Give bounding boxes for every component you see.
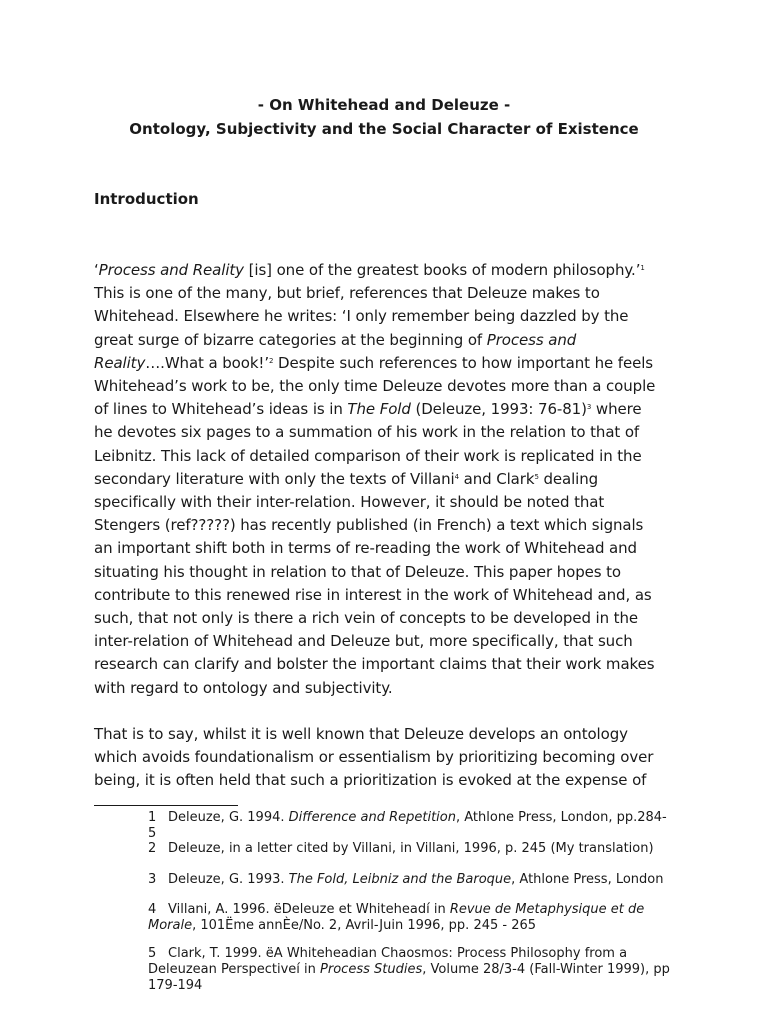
- footnote-number: 3: [148, 872, 157, 887]
- text-line: Whitehead’s work to be, the only time Deleuze devotes more than a couple: [94, 377, 656, 396]
- text-line: he devotes six pages to a summation of his work in the relation to that of: [94, 423, 640, 442]
- footnote-ref: 4: [454, 472, 459, 481]
- text-line: an important shift both in terms of re-reading the work of Whitehead and: [94, 539, 637, 558]
- footnote-number: 4: [148, 902, 157, 917]
- section-heading: Introduction: [94, 190, 199, 208]
- paragraph-1: [94, 259, 684, 700]
- footnote-ref: 1: [640, 264, 645, 272]
- text-line: of lines to Whitehead’s ideas is in The Fold (Deleuze, 1993: 76-81)$^3$ where: [94, 400, 642, 419]
- text-line: research can clarify and bolster the important claims that their work makes: [94, 655, 655, 674]
- footnote-ref: 2: [269, 356, 274, 365]
- footnote-divider: [94, 805, 238, 806]
- text-line: That is to say, whilst it is well known that Deleuze develops an ontology: [94, 725, 628, 743]
- text-line: such, that not only is there a rich vein of concepts to be developed in the: [94, 609, 638, 628]
- text-line: secondary literature with only the texts of Villani$^4$ and Clark$^5$ dealing: [94, 469, 599, 488]
- text-line: Whitehead. Elsewhere he writes: ‘I only remember being dazzled by the: [94, 307, 629, 326]
- footnote-number: 2: [148, 841, 157, 856]
- text-line: great surge of bizarre categories at the beginning of Process and: [94, 330, 577, 349]
- title-line-1: - On Whitehead and Deleuze -: [257, 96, 511, 114]
- text-line: Leibnitz. This lack of detailed comparison of their work is replicated in the: [94, 446, 642, 465]
- text-line: with regard to ontology and subjectivity.: [94, 678, 393, 697]
- text-line: which avoids foundationalism or essentialism by prioritizing becoming over: [94, 748, 654, 767]
- footnote-ref: 3: [586, 403, 592, 412]
- paragraph-2: [94, 723, 684, 793]
- text-line: being, it is often held that such a prioritization is evoked at the expense of: [94, 771, 647, 790]
- italic-title: Process and Reality: [98, 261, 244, 279]
- text-line: This is one of the many, but brief, references that Deleuze makes to: [94, 284, 600, 303]
- footnote-4: 4 Villani, A. 1996. ëDeleuze et Whiteheadí in Revue de Metaphysique et de Morale, 101Ëme annÈe/No. 2, Avril-Juin 1996, pp. 245 - 265: [148, 902, 645, 933]
- footnote-number: 5: [148, 946, 157, 961]
- title-line-2: Ontology, Subjectivity and the Social Character of Existence: [129, 120, 639, 138]
- text-line: Reality….What a book!’$^2$ Despite such references to how important he feels: [94, 353, 653, 372]
- text-line: inter-relation of Whitehead and Deleuze but, more specifically, that such: [94, 632, 633, 651]
- footnote-3: 3 Deleuze, G. 1993. The Fold, Leibniz and the Baroque, Athlone Press, London: [148, 872, 664, 887]
- text-line: contribute to this renewed rise in interest in the work of Whitehead and, as: [94, 585, 652, 604]
- footnote-number: 1: [148, 810, 157, 825]
- text-line: situating his thought in relation to that of Deleuze. This paper hopes to: [94, 562, 621, 581]
- footnote-5: 5 Clark, T. 1999. ëA Whiteheadian Chaosmos: Process Philosophy from a Deleuzean Perspectiveí in Process Studies, Volume 28/3-4 (Fall-Winter 1999), pp 179-194: [148, 946, 670, 993]
- text-line: specifically with their inter-relation. However, it should be noted that: [94, 493, 605, 512]
- text-line: ‘Process and Reality [is] one of the greatest books of modern philosophy.’$^1$: [94, 261, 645, 279]
- footnote-1: 1 Deleuze, G. 1994. Difference and Repetition, Athlone Press, London, pp.284-5: [148, 810, 667, 841]
- text-line: Stengers (ref?????) has recently published (in French) a text which signals: [94, 516, 644, 535]
- footnote-2: 2 Deleuze, in a letter cited by Villani, in Villani, 1996, p. 245 (My translation): [148, 841, 654, 856]
- footnote-ref: 5: [534, 472, 539, 481]
